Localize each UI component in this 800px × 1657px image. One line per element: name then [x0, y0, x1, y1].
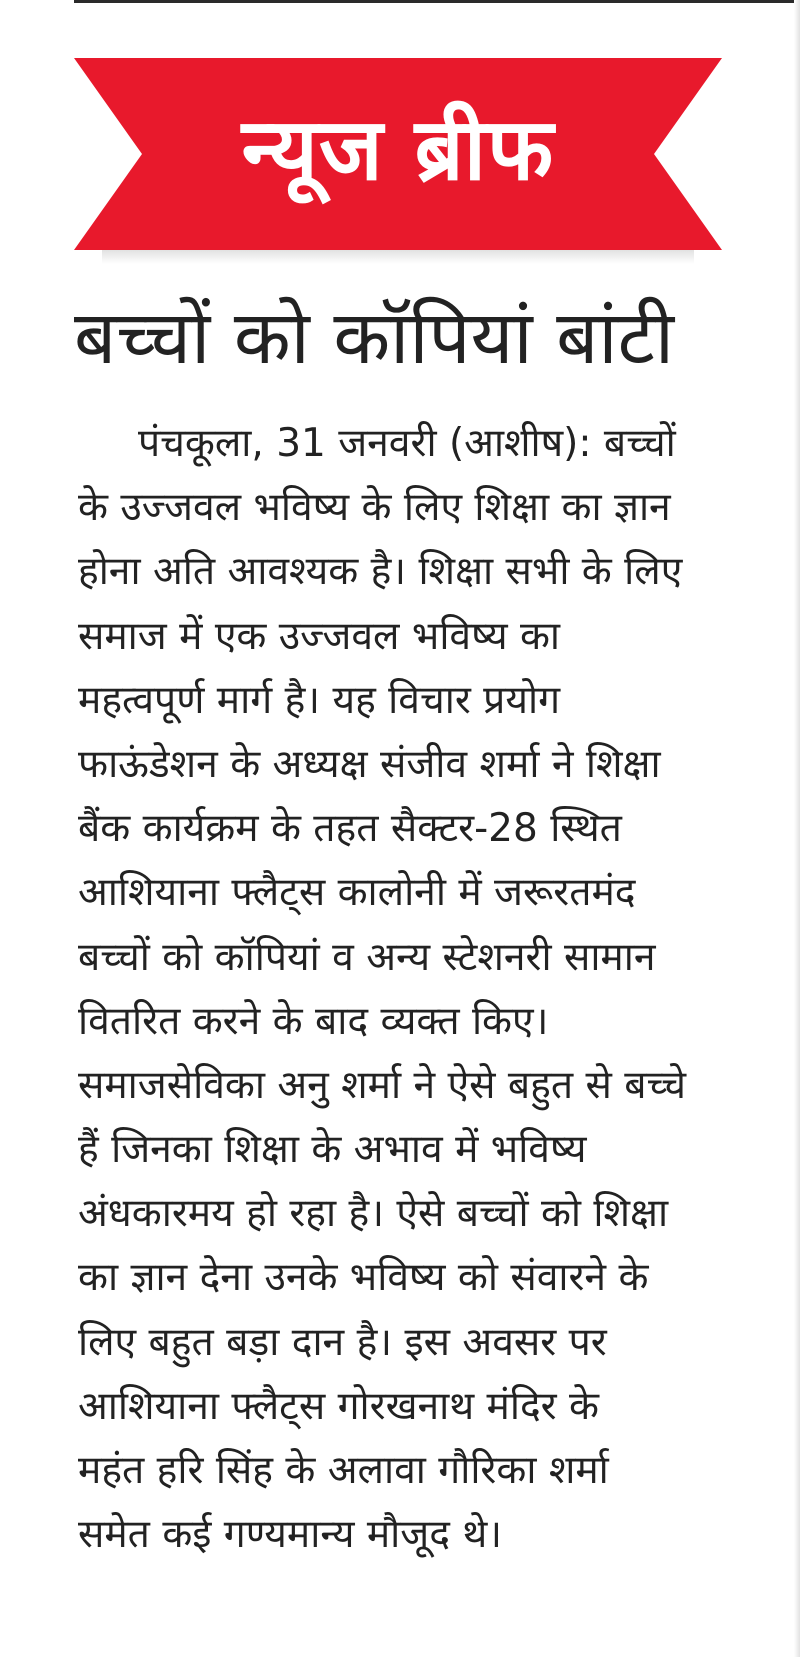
- banner-title: न्यूज ब्रीफ: [241, 100, 555, 200]
- article-line: आशियाना फ्लैट्स कालोनी में जरूरतमंद: [78, 870, 636, 916]
- article-line: महत्वपूर्ण मार्ग है। यह विचार प्रयोग: [78, 677, 561, 723]
- article-line: बच्चों को कॉपियां व अन्य स्टेशनरी सामान: [78, 934, 656, 980]
- article-line: होना अति आवश्यक है। शिक्षा सभी के लिए: [78, 549, 683, 595]
- article-line: के उज्जवल भविष्य के लिए शिक्षा का ज्ञान: [78, 485, 671, 531]
- article-line: आशियाना फ्लैट्स गोरखनाथ मंदिर के: [78, 1383, 599, 1429]
- article-line: अंधकारमय हो रहा है। ऐसे बच्चों को शिक्षा: [78, 1191, 669, 1237]
- article-headline: बच्चों को कॉपियां बांटी: [74, 295, 675, 381]
- article-line: समाजसेविका अनु शर्मा ने ऐसे बहुत से बच्चे: [78, 1062, 686, 1108]
- news-brief-banner: [74, 58, 722, 262]
- article-line: वितरित करने के बाद व्यक्त किए।: [78, 998, 549, 1044]
- article-line: समेत कई गण्यमान्य मौजूद थे।: [78, 1512, 503, 1558]
- article-line: फाऊंडेशन के अध्यक्ष संजीव शर्मा ने शिक्षा: [78, 741, 661, 787]
- article-body: [78, 412, 798, 1567]
- article-line: पंचकूला, 31 जनवरी (आशीष): बच्चों: [138, 421, 676, 466]
- article-line: बैंक कार्यक्रम के तहत सैक्टर-28 स्थित: [78, 806, 622, 852]
- article-line: हैं जिनका शिक्षा के अभाव में भविष्य: [78, 1127, 587, 1173]
- top-rule: [74, 0, 800, 3]
- article-line: महंत हरि सिंह के अलावा गौरिका शर्मा: [78, 1448, 609, 1493]
- article-line: लिए बहुत बड़ा दान है। इस अवसर पर: [78, 1319, 607, 1365]
- article-line: समाज में एक उज्जवल भविष्य का: [78, 613, 561, 659]
- article-line: का ज्ञान देना उनके भविष्य को संवारने के: [78, 1255, 649, 1301]
